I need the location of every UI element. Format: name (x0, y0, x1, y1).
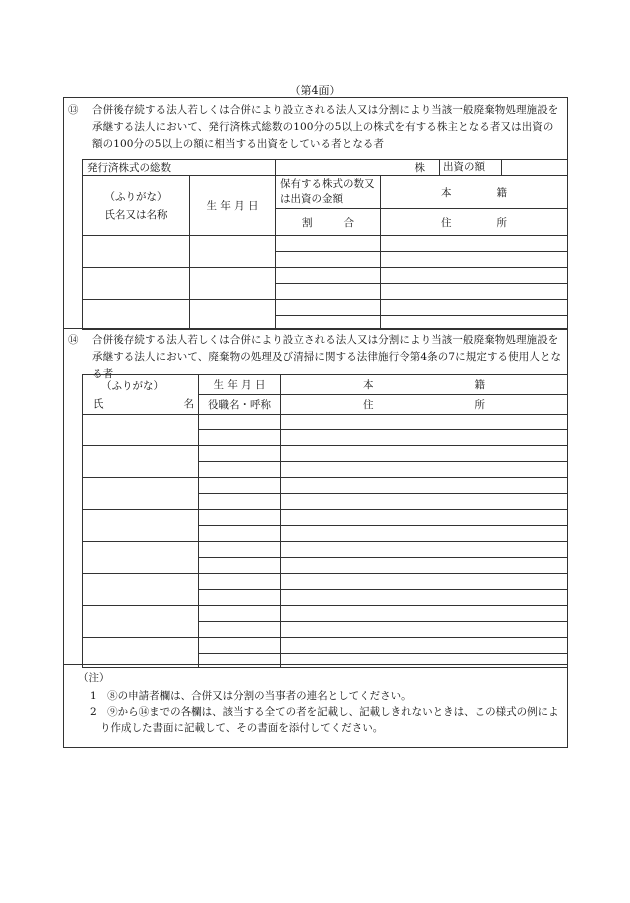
employee-birth-cell[interactable] (199, 446, 281, 462)
domicile-cell[interactable] (381, 268, 568, 284)
name-cell[interactable] (83, 236, 190, 268)
employee-position-cell[interactable] (199, 462, 281, 478)
employee-name-cell[interactable] (83, 446, 199, 478)
domicile-cell[interactable] (381, 236, 568, 252)
employee-domicile-cell[interactable] (281, 478, 568, 494)
employee-domicile-cell[interactable] (281, 510, 568, 526)
employee-address-cell[interactable] (281, 494, 568, 510)
domicile-a: 本 (363, 379, 374, 391)
employee-address-cell[interactable] (281, 462, 568, 478)
birth-cell[interactable] (190, 236, 276, 268)
name-cell[interactable] (83, 268, 190, 300)
birth-header: 生 年 月 日 (190, 176, 276, 236)
shares-unit: 株 (414, 162, 425, 174)
address-header (381, 209, 568, 236)
notes (64, 664, 567, 748)
employee-address-cell[interactable] (281, 558, 568, 574)
holdings-cell[interactable] (276, 268, 381, 284)
section-14-text: 合併後存続する法人若しくは合併により設立される法人又は分割により当該一般廃棄物処理施設を承継する法人において、廃棄物の処理及び清掃に関する法律施行令第4条の7に規定する使用人となる者 (92, 334, 562, 380)
employee-position-cell[interactable] (199, 526, 281, 542)
name-b: 名 (183, 397, 194, 410)
address-header (281, 395, 568, 415)
employee-name-header (83, 375, 199, 415)
domicile-header (381, 176, 568, 209)
furigana-label: （ふりがな） (101, 379, 164, 392)
employee-birth-cell[interactable] (199, 415, 281, 430)
capital-field[interactable] (440, 160, 568, 176)
ratio-header (276, 209, 381, 236)
note-2: 2 ⑨から⑭までの各欄は、該当する全ての者を記載し、記載しきれないときは、この様式の例により作成した書面に記載して、その書面を添付してください。 (90, 706, 559, 734)
employee-name-cell[interactable] (83, 542, 199, 574)
employee-birth-cell[interactable] (199, 638, 281, 654)
employee-position-cell[interactable] (199, 494, 281, 510)
employee-birth-cell[interactable] (199, 510, 281, 526)
address-b: 所 (474, 399, 485, 411)
section-13-number: ⑬ (68, 104, 79, 116)
ratio-b: 合 (343, 216, 354, 229)
employee-table (82, 374, 568, 668)
domicile-b: 籍 (496, 186, 507, 199)
notes-title: （注） (78, 672, 110, 684)
ratio-a: 割 (302, 216, 313, 229)
holdings-header: 保有する株式の数又は出資の金額 (276, 176, 381, 209)
section-13 (64, 98, 567, 329)
total-shares-label: 発行済株式の総数 (83, 160, 276, 176)
ratio-cell[interactable] (276, 284, 381, 300)
address-b: 所 (496, 216, 507, 229)
note-1: 1 ⑧の申請者欄は、合併又は分割の当事者の連名としてください。 (90, 690, 412, 702)
holdings-cell[interactable] (276, 300, 381, 316)
page-label: （第4面） (289, 84, 341, 97)
address-cell[interactable] (381, 284, 568, 300)
position-header: 役職名・呼称 (199, 395, 281, 415)
employee-birth-cell[interactable] (199, 574, 281, 590)
employee-name-cell[interactable] (83, 510, 199, 542)
section-14 (64, 328, 567, 665)
name-a: 氏 (93, 397, 104, 410)
employee-position-cell[interactable] (199, 558, 281, 574)
employee-name-cell[interactable] (83, 478, 199, 510)
employee-birth-cell[interactable] (199, 542, 281, 558)
name-cell[interactable] (83, 300, 190, 330)
birth-header: 生 年 月 日 (199, 375, 281, 395)
employee-position-cell[interactable] (199, 430, 281, 446)
employee-birth-cell[interactable] (199, 606, 281, 622)
address-cell[interactable] (381, 252, 568, 268)
employee-address-cell[interactable] (281, 622, 568, 638)
domicile-header (281, 375, 568, 395)
employee-name-cell[interactable] (83, 606, 199, 638)
section-13-text: 合併後存続する法人若しくは合併により設立される法人又は分割により当該一般廃棄物処理施設を承継する法人において、発行済株式総数の100分の5以上の株式を有する株主となる者又は出資の額の100分の5以上の額に相当する出資をしている者となる者 (92, 104, 559, 150)
employee-address-cell[interactable] (281, 430, 568, 446)
address-a: 住 (363, 399, 374, 411)
employee-name-cell[interactable] (83, 415, 199, 446)
section-14-number: ⑭ (68, 334, 79, 346)
holdings-cell[interactable] (276, 236, 381, 252)
address-a: 住 (441, 216, 452, 229)
total-shares-field[interactable] (276, 160, 440, 176)
employee-address-cell[interactable] (281, 590, 568, 606)
form-frame (63, 97, 568, 748)
name-header (83, 176, 190, 236)
domicile-cell[interactable] (381, 300, 568, 316)
employee-position-cell[interactable] (199, 590, 281, 606)
employee-domicile-cell[interactable] (281, 446, 568, 462)
employee-address-cell[interactable] (281, 526, 568, 542)
domicile-b: 籍 (474, 379, 485, 391)
domicile-a: 本 (441, 186, 452, 199)
birth-cell[interactable] (190, 268, 276, 300)
employee-position-cell[interactable] (199, 622, 281, 638)
employee-domicile-cell[interactable] (281, 542, 568, 558)
section-13-heading (68, 102, 564, 153)
name-label: 氏名又は名称 (104, 208, 168, 221)
employee-domicile-cell[interactable] (281, 606, 568, 622)
ratio-cell[interactable] (276, 252, 381, 268)
employee-name-cell[interactable] (83, 638, 199, 668)
furigana-label: （ふりがな） (104, 190, 168, 203)
shareholder-table (82, 159, 568, 330)
employee-birth-cell[interactable] (199, 478, 281, 494)
birth-cell[interactable] (190, 300, 276, 330)
capital-label: 出資の額 (440, 160, 502, 175)
employee-name-cell[interactable] (83, 574, 199, 606)
employee-domicile-cell[interactable] (281, 638, 568, 654)
employee-domicile-cell[interactable] (281, 574, 568, 590)
employee-domicile-cell[interactable] (281, 415, 568, 430)
